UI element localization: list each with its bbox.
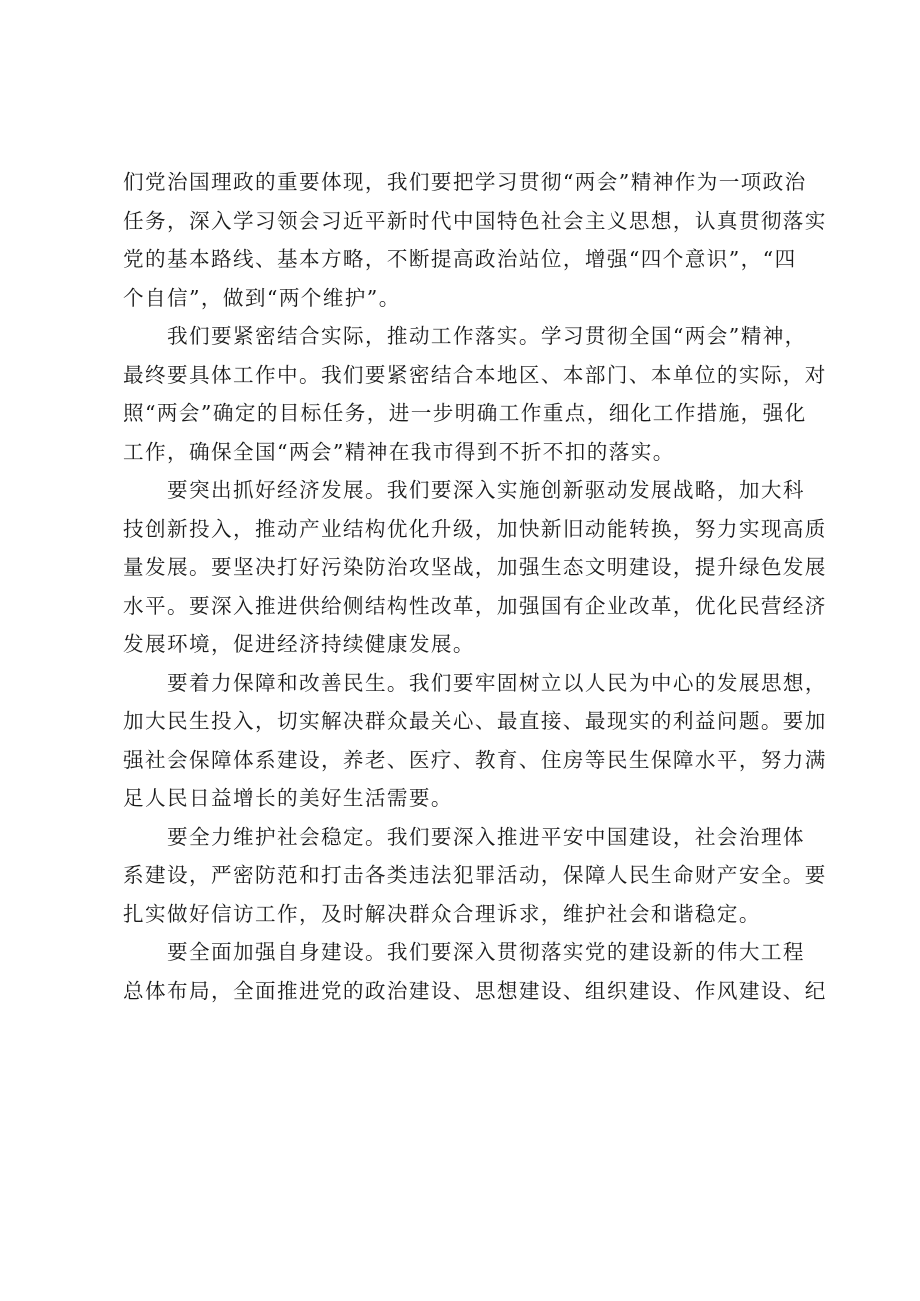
text-line: 要着力保障和改善民生。我们要牢固树立以人民为中心的发展思想， xyxy=(167,670,827,695)
text-line: 系建设，严密防范和打击各类违法犯罪活动，保障人民生命财产安全。要 xyxy=(123,863,827,887)
text-line: 发展环境，促进经济持续健康发展。 xyxy=(123,632,475,656)
text-line: 照“两会”确定的目标任务，进一步明确工作重点，细化工作措施，强化 xyxy=(123,401,807,425)
text-line: 工作，确保全国“两会”精神在我市得到不折不扣的落实。 xyxy=(123,439,675,464)
text-line: 要突出抓好经济发展。我们要深入实施创新驱动发展战略，加大科 xyxy=(167,478,805,502)
paragraph-6 xyxy=(123,933,827,1010)
paragraph-2 xyxy=(123,317,827,471)
text-line: 个自信”，做到“两个维护”。 xyxy=(123,285,401,310)
text-line: 要全力维护社会稳定。我们要深入推进平安中国建设，社会治理体 xyxy=(167,824,805,849)
paragraph-5 xyxy=(123,818,827,934)
text-line: 们党治国理政的重要体现，我们要把学习贯彻“两会”精神作为一项政治 xyxy=(123,170,807,194)
text-line: 技创新投入，推动产业结构优化升级，加快新旧动能转换，努力实现高质 xyxy=(123,516,827,541)
text-line: 足人民日益增长的美好生活需要。 xyxy=(123,786,453,810)
text-line: 加大民生投入，切实解决群众最关心、最直接、最现实的利益问题。要加 xyxy=(123,709,827,733)
text-line: 水平。要深入推进供给侧结构性改革，加强国有企业改革，优化民营经济 xyxy=(123,593,827,618)
text-line: 要全面加强自身建设。我们要深入贯彻落实党的建设新的伟大工程 xyxy=(167,940,805,964)
text-line: 扎实做好信访工作，及时解决群众合理诉求，维护社会和谐稳定。 xyxy=(123,901,761,926)
document-body xyxy=(123,163,827,1010)
paragraph-3 xyxy=(123,471,827,664)
text-line: 我们要紧密结合实际，推动工作落实。学习贯彻全国“两会”精神， xyxy=(167,324,807,348)
text-line: 总体布局，全面推进党的政治建设、思想建设、组织建设、作风建设、纪 xyxy=(123,978,827,1003)
paragraph-4 xyxy=(123,664,827,818)
text-line: 最终要具体工作中。我们要紧密结合本地区、本部门、本单位的实际，对 xyxy=(123,362,827,387)
text-line: 量发展。要坚决打好污染防治攻坚战，加强生态文明建设，提升绿色发展 xyxy=(123,555,827,579)
text-line: 强社会保障体系建设，养老、医疗、教育、住房等民生保障水平，努力满 xyxy=(123,747,827,772)
paragraph-1 xyxy=(123,163,827,317)
text-line: 党的基本路线、基本方略，不断提高政治站位，增强“四个意识”，“四 xyxy=(123,247,797,271)
text-line: 任务，深入学习领会习近平新时代中国特色社会主义思想，认真贯彻落实 xyxy=(123,208,827,233)
